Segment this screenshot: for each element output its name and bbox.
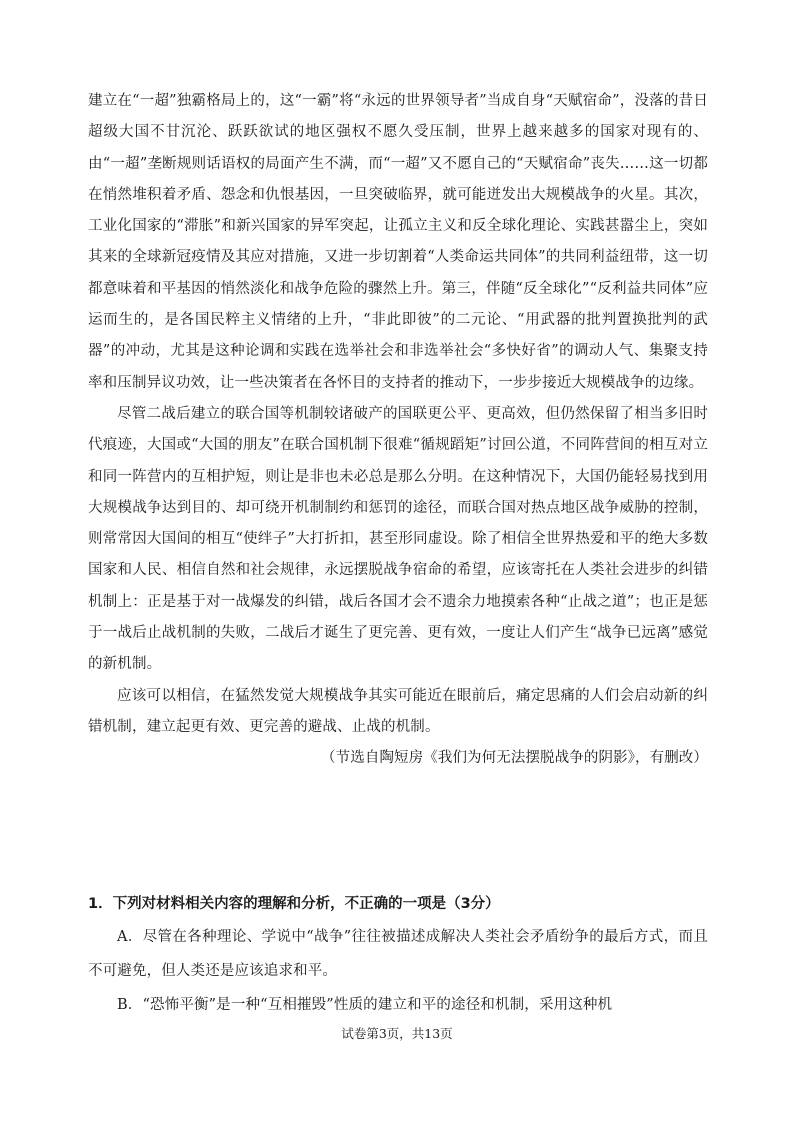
article-body — [88, 86, 708, 775]
article-paragraph-2: 尽管二战后建立的联合国等机制较诸破产的国联更公平、更高效，但仍然保留了相当多旧时代痕迹，大国或“大国的朋友”在联合国机制下很难“循规蹈矩”讨回公道，不同阵营间的相互对立和同一阵营内的互相护短，则让是非也未必总是那么分明。在这种情况下，大国仍能轻易找到用大规模战争达到目的、却可绕开机制制约和惩罚的途径，而联合国对热点地区战争威胁的控制，则常常因大国间的相互“使绊子”大打折扣，甚至形同虚设。除了相信全世界热爱和平的绝大多数国家和人民、相信自然和社会规律，永远摆脱战争宿命的希望，应该寄托在人类社会进步的纠错机制上：正是基于对一战爆发的纠错，战后各国才会不遗余力地摸索各种“止战之道”；也正是惩于一战后止战机制的失败，二战后才诞生了更完善、更有效，一度让人们产生“战争已远离”感觉的新机制。 — [88, 405, 708, 673]
option-b: B．“恐怖平衡”是一种“互相摧毁”性质的建立和平的途径和机制，采用这种机 — [117, 997, 613, 1013]
article-source: （节选自陶短房《我们为何无法摆脱战争的阴影》，有删改） — [321, 750, 708, 767]
article-paragraph-1: 建立在“一超”独霸格局上的，这“一霸”将“永远的世界领导者”当成自身“天赋宿命”，没落的昔日超级大国不甘沉沦、跃跃欲试的地区强权不愿久受压制，世界上越来越多的国家对现有的、由“一超”垄断规则话语权的局面产生不满，而“一超”又不愿自己的“天赋宿命”丧失……这一切都在悄然堆积着矛盾、怨念和仇恨基因，一旦突破临界，就可能迸发出大规模战争的火星。其次，工业化国家的“滞胀”和新兴国家的异军突起，让孤立主义和反全球化理论、实践甚嚣尘上，突如其来的全球新冠疫情及其应对措施，又进一步切割着“人类命运共同体”的共同利益纽带，这一切都意味着和平基因的悄然淡化和战争危险的骤然上升。第三，伴随“反全球化”“反利益共同体”应运而生的，是各国民粹主义情绪的上升，“非此即彼”的二元论、“用武器的批判置换批判的武器”的冲动，尤其是这种论调和实践在选举社会和非选举社会“多快好省”的调动人气、集聚支持率和压制异议功效，让一些决策者在各怀目的支持者的推动下，一步步接近大规模战争的边缘。 — [88, 93, 708, 391]
option-a: A．尽管在各种理论、学说中“战争”往往被描述成解决人类社会矛盾纷争的最后方式，而且不可避免，但人类还是应该追求和平。 — [88, 929, 708, 979]
article-paragraph-3: 应该可以相信，在猛然发觉大规模战争其实可能近在眼前后，痛定思痛的人们会启动新的纠错机制，建立起更有效、更完善的避战、止战的机制。 — [88, 687, 708, 735]
question-title: 1．下列对材料相关内容的理解和分析，不正确的一项是（3分） — [88, 896, 500, 912]
question-1 — [88, 888, 708, 1022]
page-footer: 试卷第3页，共13页 — [341, 1026, 453, 1041]
